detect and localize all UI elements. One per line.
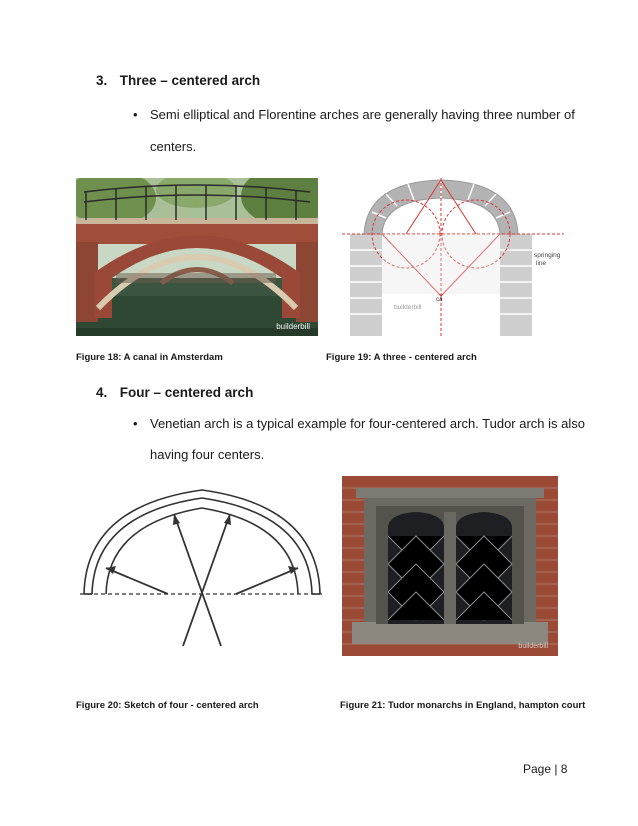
section-3-bullet-line-1: Semi elliptical and Florentine arches are generally having three number of [150,107,575,122]
section-4-bullet-line-1: Venetian arch is a typical example for four-centered arch. Tudor arch is also [150,416,585,431]
figure-20-caption: Figure 20: Sketch of four - centered arch [76,700,259,711]
four-centered-arch-sketch [76,478,328,660]
section-4-heading [96,385,253,400]
figure-18-caption: Figure 18: A canal in Amsterdam [76,352,223,363]
tudor-window-photo [342,476,558,656]
centerline-label: c/l [436,296,443,303]
watermark: builderbill [276,322,310,331]
section-3-title: Three – centered arch [119,73,261,88]
springing-label: springing [534,252,561,259]
three-centered-arch-diagram [342,178,564,336]
section-4-title: Four – centered arch [119,385,254,400]
section-3-bullet-line-2: centers. [150,139,197,154]
watermark: builderbill [394,304,422,311]
figure-19-caption: Figure 19: A three - centered arch [326,352,477,363]
figure-21-caption: Figure 21: Tudor monarchs in England, hampton court [340,700,586,711]
bullet-dot: • [133,107,138,122]
line-label: line [536,260,547,267]
page-number: Page | 8 [523,762,568,776]
section-3-number: 3. [96,73,108,88]
section-4-bullet-line-2: having four centers. [150,447,265,462]
canal-photo [76,178,318,336]
section-3-heading [96,73,260,88]
bullet-dot: • [133,416,138,431]
watermark: builderbill [518,643,548,650]
section-4-number: 4. [96,385,108,400]
